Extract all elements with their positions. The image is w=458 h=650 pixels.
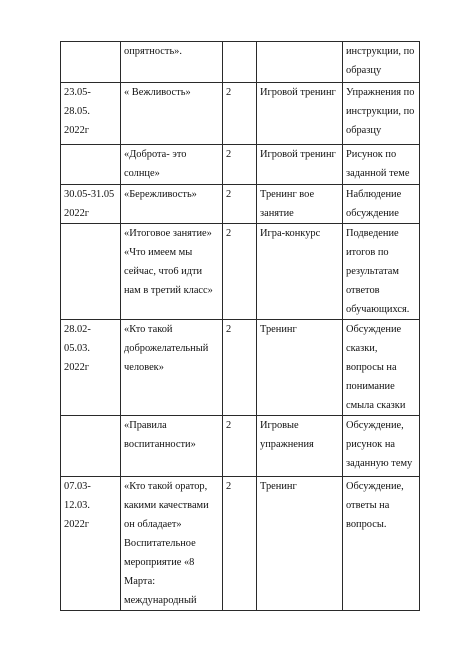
date-text: 28.02- 05.03. 2022г	[64, 324, 91, 373]
control-text: Обсуждение, ответы на вопросы.	[346, 481, 404, 530]
form-text: Тренинг вое занятие	[260, 189, 315, 219]
control-text: Рисунок по заданной теме	[346, 149, 410, 179]
hours-cell	[223, 185, 257, 224]
form-cell	[257, 477, 343, 611]
table-row	[61, 83, 420, 145]
table-row	[61, 42, 420, 83]
topic-cell	[121, 416, 223, 477]
date-text: 07.03- 12.03. 2022г	[64, 481, 91, 530]
date-cell	[61, 224, 121, 320]
hours-text: 2	[226, 420, 232, 431]
topic-text: «Правила воспитанности»	[124, 420, 196, 450]
form-text: Игровой тренинг	[260, 149, 336, 160]
control-text: Подведение итогов по результатам ответов обучающихся.	[346, 228, 410, 315]
table-row	[61, 416, 420, 477]
hours-text: 2	[226, 481, 232, 492]
topic-text: « Вежливость»	[124, 87, 191, 98]
hours-cell	[223, 224, 257, 320]
control-cell	[343, 185, 420, 224]
date-cell	[61, 42, 121, 83]
form-cell	[257, 185, 343, 224]
hours-cell	[223, 416, 257, 477]
date-cell	[61, 477, 121, 611]
form-cell	[257, 42, 343, 83]
control-text: инструкции, по образцу	[346, 46, 415, 76]
form-cell	[257, 224, 343, 320]
form-text: Тренинг	[260, 481, 297, 492]
control-cell	[343, 83, 420, 145]
control-cell	[343, 224, 420, 320]
control-cell	[343, 42, 420, 83]
date-cell	[61, 83, 121, 145]
hours-text: 2	[226, 87, 232, 98]
hours-cell	[223, 477, 257, 611]
form-text: Игровой тренинг	[260, 87, 336, 98]
schedule-table	[60, 41, 420, 611]
hours-text: 2	[226, 189, 232, 200]
hours-cell	[223, 145, 257, 185]
table-row	[61, 224, 420, 320]
control-cell	[343, 145, 420, 185]
form-text: Тренинг	[260, 324, 297, 335]
control-cell	[343, 416, 420, 477]
topic-cell	[121, 477, 223, 611]
topic-text: «Доброта- это солнце»	[124, 149, 187, 179]
form-cell	[257, 145, 343, 185]
date-cell	[61, 416, 121, 477]
control-text: Обсуждение сказки, вопросы на понимание смыла сказки	[346, 324, 406, 411]
form-cell	[257, 320, 343, 416]
date-cell	[61, 145, 121, 185]
form-cell	[257, 416, 343, 477]
topic-cell	[121, 42, 223, 83]
date-text: 30.05-31.05 2022г	[64, 189, 115, 219]
date-cell	[61, 320, 121, 416]
topic-cell	[121, 83, 223, 145]
control-text: Упражнения по инструкции, по образцу	[346, 87, 415, 136]
topic-cell	[121, 224, 223, 320]
topic-text: «Бережливость»	[124, 189, 197, 200]
topic-cell	[121, 320, 223, 416]
topic-text: «Итоговое занятие» «Что имеем мы сейчас, что6 идти нам в третий класс»	[124, 228, 213, 296]
hours-text: 2	[226, 228, 232, 239]
control-cell	[343, 477, 420, 611]
topic-text: «Кто такой оратор, какими качествами он обладает» Воспитательное мероприятие «8 Марта: международный	[124, 481, 209, 606]
table-row	[61, 185, 420, 224]
hours-cell	[223, 320, 257, 416]
topic-cell	[121, 145, 223, 185]
date-cell	[61, 185, 121, 224]
table-row	[61, 145, 420, 185]
control-text: Обсуждение, рисунок на заданную тему	[346, 420, 413, 469]
hours-cell	[223, 83, 257, 145]
hours-text: 2	[226, 149, 232, 160]
hours-cell	[223, 42, 257, 83]
topic-text: опрятность».	[124, 46, 182, 57]
form-text: Игра-конкурс	[260, 228, 321, 239]
topic-text: «Кто такой доброжелательный человек»	[124, 324, 209, 373]
form-text: Игровые упражнения	[260, 420, 314, 450]
date-text: 23.05- 28.05. 2022г	[64, 87, 91, 136]
topic-cell	[121, 185, 223, 224]
table-row	[61, 477, 420, 611]
control-text: Наблюдение обсуждение	[346, 189, 402, 219]
form-cell	[257, 83, 343, 145]
control-cell	[343, 320, 420, 416]
table-row	[61, 320, 420, 416]
hours-text: 2	[226, 324, 232, 335]
